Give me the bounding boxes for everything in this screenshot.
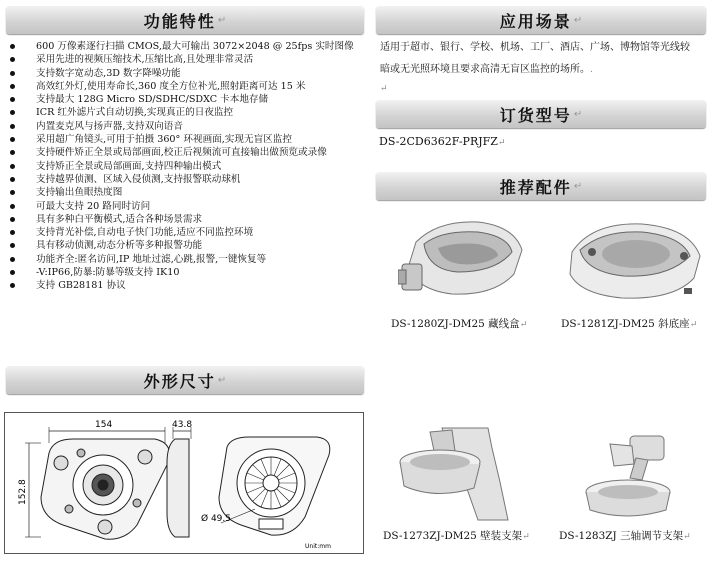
- appearance-header: 外形尺寸 ↵: [6, 366, 364, 394]
- order-title: 订货型号: [499, 105, 572, 125]
- unit-label: Unit:mm: [305, 543, 331, 550]
- dimension-drawing: [4, 412, 364, 554]
- feature-item: 具有移动侦测,动态分析等多种报警功能: [8, 239, 368, 252]
- feature-item: 支持硬件矫正全景或局部画面,校正后视频流可直接输出做预览或录像: [8, 146, 368, 159]
- feature-item: 支持越界侦测、区域入侵侦测,支持报警联动球机: [8, 173, 368, 186]
- application-text-line2: 暗或无光照环境且要求高清无盲区监控的场所。: [380, 64, 590, 75]
- order-model: DS-2CD6362F-PRJFZ↵: [379, 135, 506, 148]
- appearance-title: 外形尺寸: [143, 371, 216, 391]
- accessory-caption-2: DS-1281ZJ-DM25 斜底座↵: [561, 318, 698, 330]
- application-text-line1: 适用于超市、银行、学校、机场、工厂、酒店、广场、博物馆等光线较: [380, 42, 690, 53]
- feature-item: 采用先进的视频压缩技术,压缩比高,且处理非常灵活: [8, 53, 368, 66]
- features-list: [8, 40, 368, 293]
- application-text: 适用于超市、银行、学校、机场、工厂、酒店、广场、博物馆等光线较 暗或无光照环境且要求高清无盲区监控的场所。.: [380, 37, 708, 81]
- dim-width-label: 154: [95, 420, 113, 430]
- feature-item: 支持 GB28181 协议: [8, 279, 368, 292]
- order-model-value: DS-2CD6362F-PRJFZ: [379, 135, 498, 148]
- dim-height-label: 152.8: [18, 479, 28, 505]
- dim-hole-label: Ø 49.5: [201, 514, 231, 524]
- accessories-title: 推荐配件: [499, 177, 572, 197]
- accessory-wall-mount-image: [396, 420, 532, 526]
- feature-item: 支持数字宽动态,3D 数字降噪功能: [8, 67, 368, 80]
- feature-item: 支持背光补偿,自动电子快门功能,适应不同监控环境: [8, 226, 368, 239]
- accessory-caption-1: DS-1280ZJ-DM25 藏线盒↵: [391, 318, 528, 330]
- features-title: 功能特性: [143, 11, 216, 31]
- accessory-caption-3: DS-1273ZJ-DM25 壁装支架↵: [383, 530, 530, 542]
- feature-item: 高效红外灯,使用寿命长,360 度全方位补光,照射距离可达 15 米: [8, 80, 368, 93]
- feature-item: 支持最大 128G Micro SD/SDHC/SDXC 卡本地存储: [8, 93, 368, 106]
- application-header: 应用场景 ↵: [376, 6, 706, 34]
- feature-item: -V:IP66,防暴:防暴等级支持 IK10: [8, 266, 368, 279]
- feature-item: 600 万像素逐行扫描 CMOS,最大可输出 3072×2048 @ 25fps 实时图像: [8, 40, 368, 53]
- feature-item: 支持矫正全景或局部画面,支持四种输出模式: [8, 160, 368, 173]
- feature-item: 支持输出鱼眼热度图: [8, 186, 368, 199]
- feature-item: 可最大支持 20 路同时访问: [8, 200, 368, 213]
- dimension-drawing-svg: [5, 413, 363, 553]
- features-header: 功能特性 ↵: [6, 6, 364, 34]
- application-title: 应用场景: [499, 11, 572, 31]
- accessory-slanted-base-image: [562, 212, 708, 312]
- feature-item: ICR 红外滤片式自动切换,实现真正的日夜监控: [8, 106, 368, 119]
- accessory-caption-4: DS-1283ZJ 三轴调节支架↵: [559, 530, 691, 542]
- feature-item: 内置麦克风与扬声器,支持双向语音: [8, 120, 368, 133]
- dim-depth-label: 43.8: [172, 420, 193, 430]
- accessories-header: 推荐配件 ↵: [376, 172, 706, 200]
- feature-item: 采用超广角镜头,可用于拍摄 360° 环视画面,实现无盲区监控: [8, 133, 368, 146]
- feature-item: 功能齐全:匿名访问,IP 地址过滤,心跳,报警,一键恢复等: [8, 253, 368, 266]
- order-header: 订货型号 ↵: [376, 100, 706, 128]
- accessory-junction-box-image: [398, 212, 532, 312]
- accessory-three-axis-bracket-image: [580, 430, 690, 526]
- feature-item: 具有多种白平衡模式,适合各种场景需求: [8, 213, 368, 226]
